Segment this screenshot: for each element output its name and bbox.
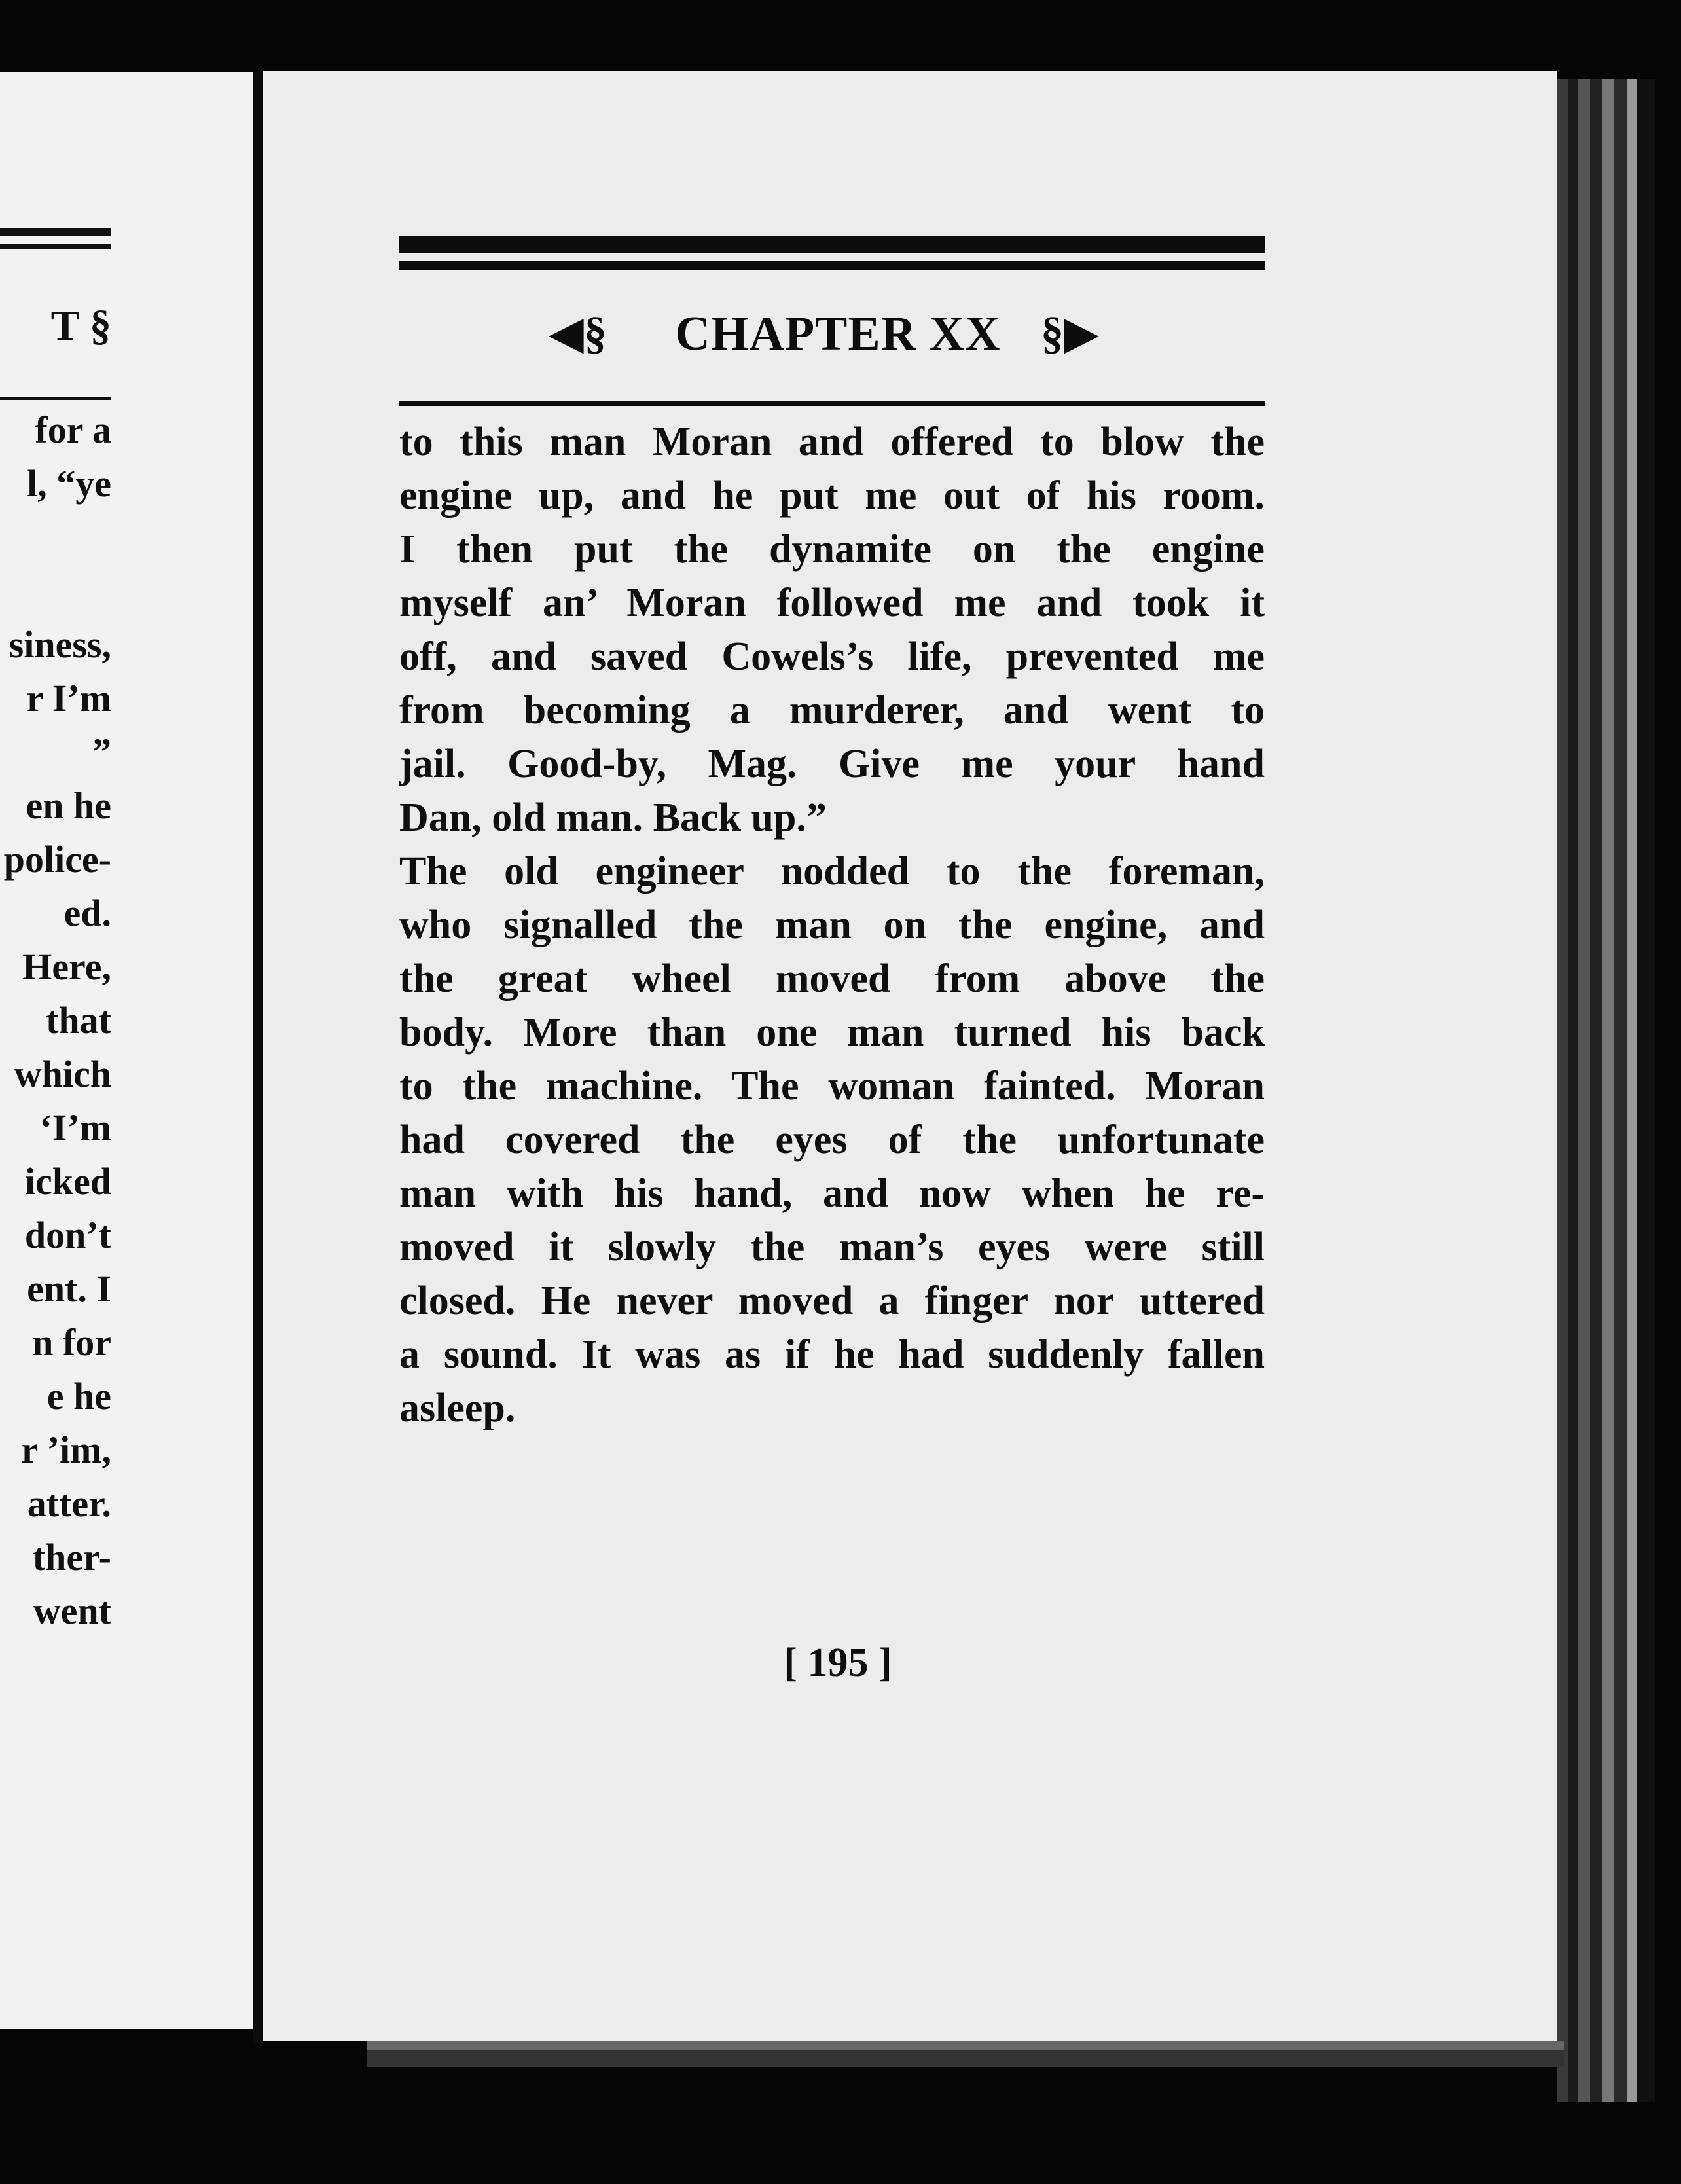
text-line: myself an’ Moran followed me and took it	[399, 581, 1265, 625]
left-page-text-line: Here,	[22, 945, 111, 988]
left-page-rule-under	[0, 397, 111, 400]
text-line: to the machine. The woman fainted. Moran	[399, 1064, 1265, 1108]
left-page-text-line: police-	[3, 838, 111, 881]
left-page-text-line: went	[33, 1590, 111, 1632]
chapter-body-text	[399, 415, 1265, 1435]
left-page-text-line	[0, 564, 111, 618]
left-page-text-line: for a	[35, 409, 111, 451]
header-rule-thin	[399, 261, 1265, 270]
left-page-text-line: r I’m	[26, 677, 111, 719]
left-page-text-line: ent. I	[27, 1267, 111, 1310]
chapter-title-underline	[399, 401, 1265, 406]
left-page-text-line: icked	[24, 1160, 111, 1203]
text-line: engine up, and he put me out of his room.	[399, 473, 1265, 518]
text-line: moved it slowly the man’s eyes were still	[399, 1225, 1265, 1269]
left-page-text-line: ‘I’m	[39, 1106, 111, 1149]
left-page-text-line: en he	[26, 784, 111, 827]
text-line: had covered the eyes of the unfortunate	[399, 1118, 1265, 1162]
text-line: The old engineer nodded to the foreman,	[399, 849, 1265, 894]
page-bottom-edge	[367, 2041, 1564, 2067]
left-page	[0, 72, 261, 2029]
left-page-text-line: e he	[46, 1375, 111, 1417]
left-page-text	[0, 403, 111, 1638]
left-page-text-line: r ’im,	[21, 1429, 111, 1471]
text-line: who signalled the man on the engine, and	[399, 903, 1265, 947]
left-page-text-line: don’t	[24, 1214, 111, 1256]
chapter-title: CHAPTER XX	[675, 307, 1001, 361]
left-page-text-line: ed.	[63, 892, 111, 934]
text-line: off, and saved Cowels’s life, prevented me	[399, 634, 1265, 679]
left-page-rule-top	[0, 228, 111, 236]
left-page-text-line: that	[46, 999, 111, 1042]
header-rule-thick	[399, 236, 1265, 253]
left-page-rule-bottom	[0, 244, 111, 249]
text-line: body. More than one man turned his back	[399, 1010, 1265, 1055]
text-line: I then put the dynamite on the engine	[399, 527, 1265, 572]
book-spine	[253, 72, 263, 2043]
text-line: jail. Good-by, Mag. Give me your hand	[399, 742, 1265, 786]
text-line: to this man Moran and offered to blow the	[399, 420, 1265, 464]
text-line: a sound. It was as if he had suddenly fallen	[399, 1332, 1265, 1377]
text-line: man with his hand, and now when he re-	[399, 1171, 1265, 1216]
left-page-text-line: which	[14, 1053, 111, 1095]
text-line: Dan, old man. Back up.”	[399, 795, 827, 840]
left-page-text-line: l, “ye	[27, 462, 111, 505]
text-line: the great wheel moved from above the	[399, 956, 1265, 1001]
left-page-text-line	[0, 511, 111, 564]
page-number: [ 195 ]	[784, 1641, 892, 1685]
left-page-heading: T §	[50, 302, 111, 350]
ornament-right-icon: §▶	[1041, 308, 1099, 359]
text-line: from becoming a murderer, and went to	[399, 688, 1265, 733]
left-page-text-line: ther-	[32, 1536, 111, 1578]
left-page-text-line: n for	[32, 1321, 111, 1364]
ornament-left-icon: ◀§	[549, 308, 607, 359]
text-line: asleep.	[399, 1386, 516, 1430]
page-stack-edge	[1557, 79, 1655, 2102]
left-page-text-line: ”	[92, 731, 111, 773]
left-page-text-line: siness,	[9, 623, 111, 666]
text-line: closed. He never moved a finger nor uttered	[399, 1279, 1265, 1323]
left-page-text-line: atter.	[27, 1482, 111, 1525]
